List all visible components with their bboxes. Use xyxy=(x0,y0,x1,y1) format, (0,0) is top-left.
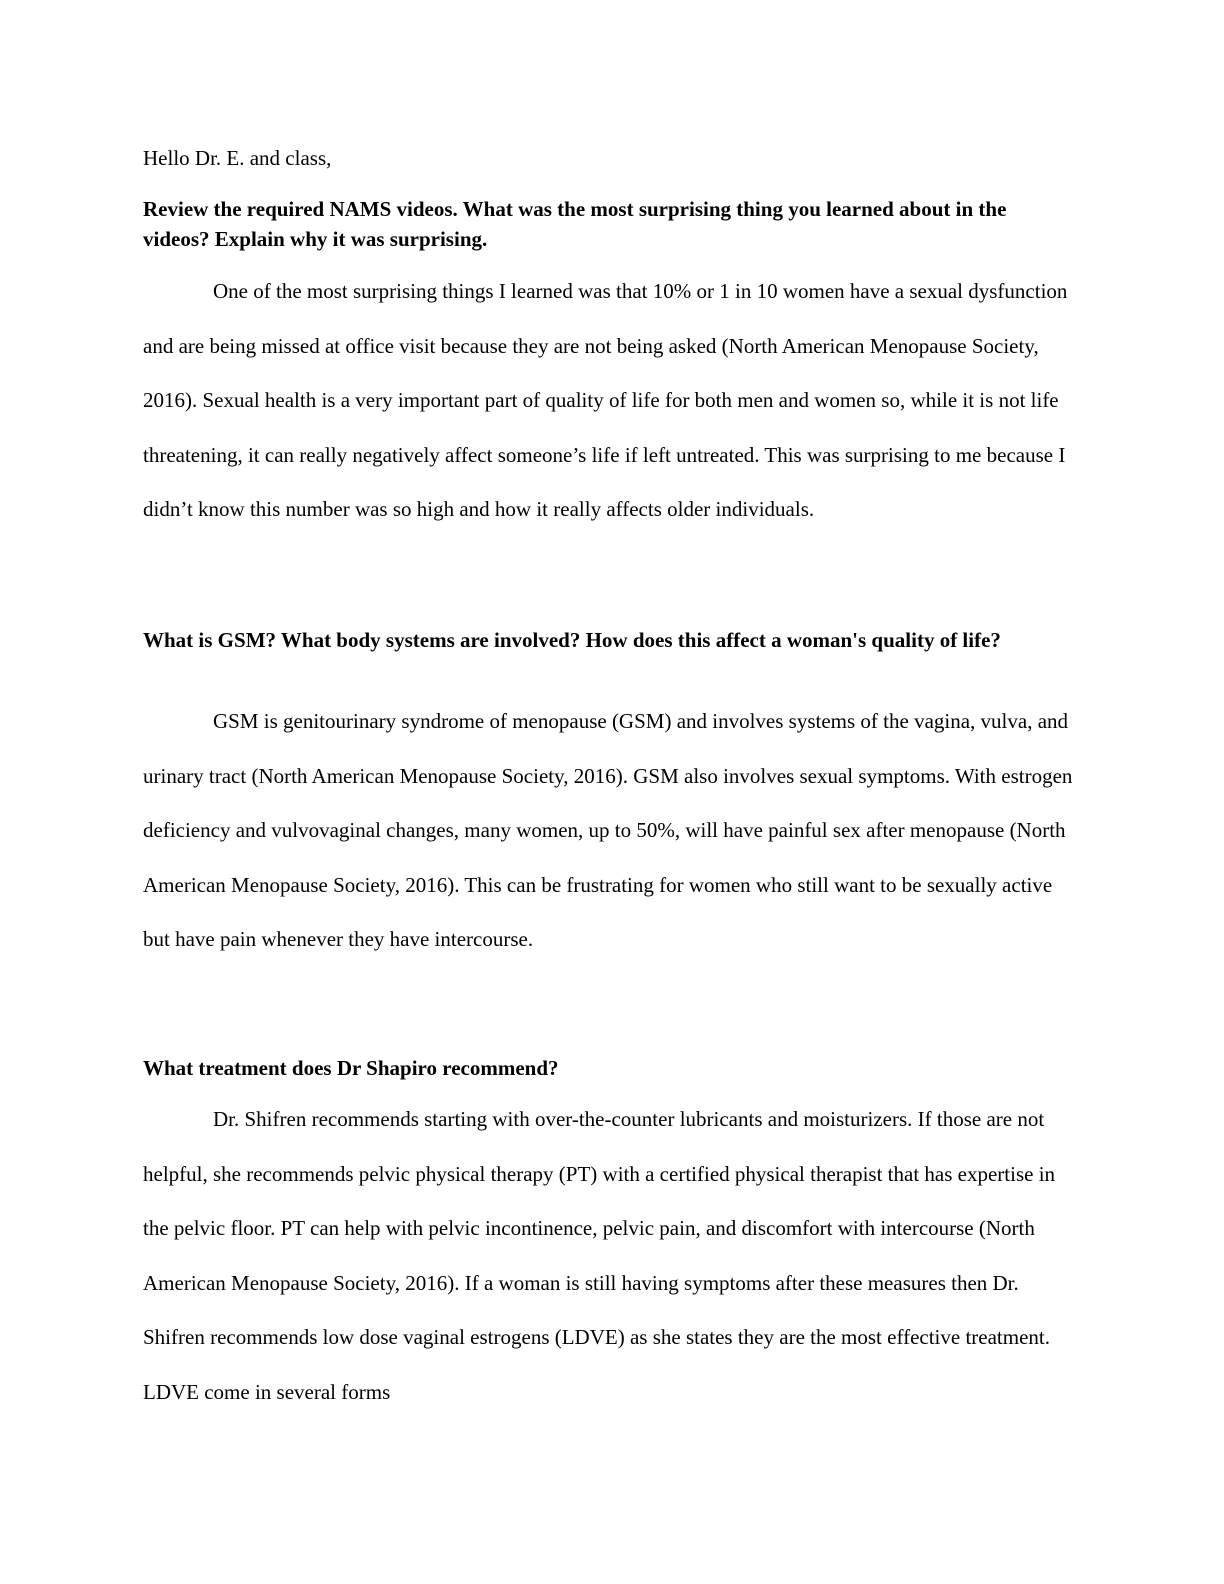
question-heading-3: What treatment does Dr Shapiro recommend? xyxy=(143,1056,559,1080)
question-heading-2: What is GSM? What body systems are involved? How does this affect a woman's quality of life? xyxy=(143,628,1001,652)
answer-paragraph-2: GSM is genitourinary syndrome of menopause (GSM) and involves systems of the vagina, vulva, and urinary tract (North American Menopause Society, 2016). GSM also involves sexual symptoms. With estrogen deficiency and vulvovaginal changes, many women, up to 50%, will have painful sex after menopause (North American Menopause Society, 2016). This can be frustrating for women who still want to be sexually active but have pain whenever they have intercourse. xyxy=(143,709,1073,951)
answer-paragraph-3: Dr. Shifren recommends starting with over-the-counter lubricants and moisturizers. If those are not helpful, she recommends pelvic physical therapy (PT) with a certified physical therapist that has expertise in the pelvic floor. PT can help with pelvic incontinence, pelvic pain, and discomfort with intercourse (North American Menopause Society, 2016). If a woman is still having symptoms after these measures then Dr. Shifren recommends low dose vaginal estrogens (LDVE) as she states they are the most effective treatment. LDVE come in several forms xyxy=(143,1107,1056,1404)
question-heading-1: Review the required NAMS videos. What was the most surprising thing you learned about in the videos? Explain why it was surprising. xyxy=(143,197,1007,251)
answer-paragraph-1: One of the most surprising things I learned was that 10% or 1 in 10 women have a sexual dysfunction and are being missed at office visit because they are not being asked (North American Menopause Society, 2016). Sexual health is a very important part of quality of life for both men and women so, while it is not life threatening, it can really negatively affect someone’s life if left untreated. This was surprising to me because I didn’t know this number was so high and how it really affects older individuals. xyxy=(143,279,1068,521)
greeting: Hello Dr. E. and class, xyxy=(143,146,332,170)
